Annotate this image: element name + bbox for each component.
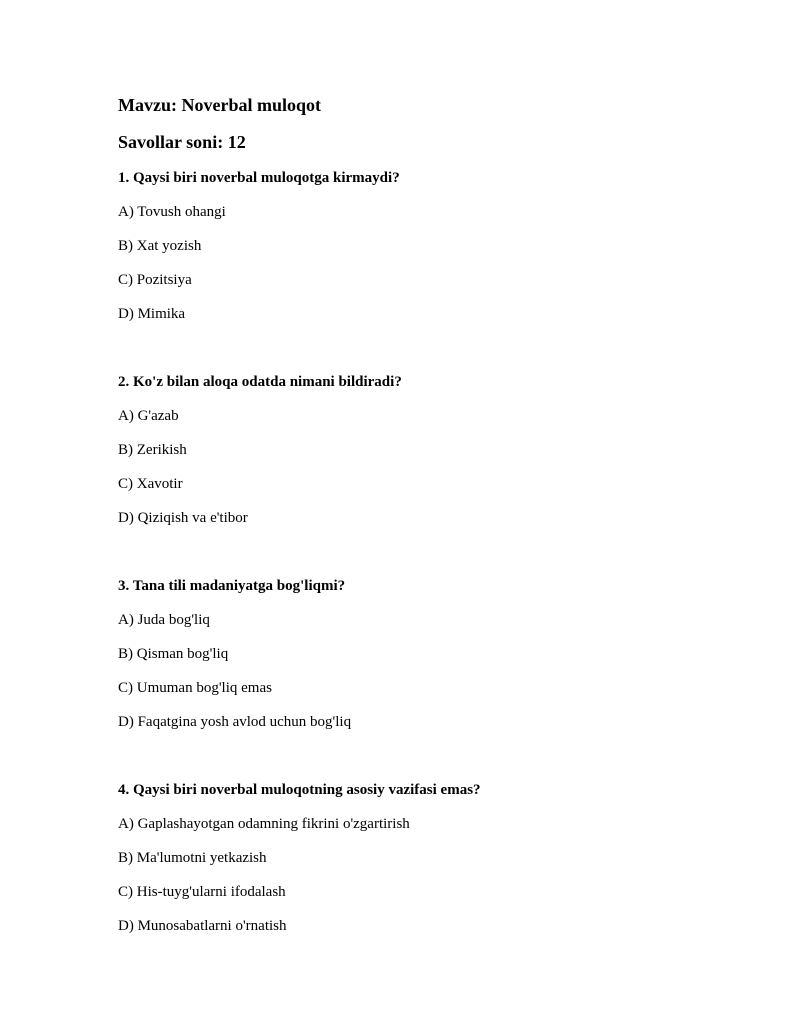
answer-option-a: A) Gaplashayotgan odamning fikrini o'zgartirish [118, 816, 410, 832]
answer-option-d: D) Munosabatlarni o'rnatish [118, 918, 287, 934]
question-count: Savollar soni: 12 [118, 132, 246, 152]
answer-option-b: B) Xat yozish [118, 238, 202, 254]
answer-option-c: C) Pozitsiya [118, 272, 192, 288]
answer-option-b: B) Ma'lumotni yetkazish [118, 850, 267, 866]
document-content [118, 94, 738, 935]
answer-option-b: B) Qisman bog'liq [118, 646, 229, 662]
answer-option-a: A) G'azab [118, 408, 179, 424]
answer-option-d: D) Mimika [118, 306, 186, 322]
answer-option-d: D) Qiziqish va e'tibor [118, 510, 248, 526]
answer-option-c: C) Xavotir [118, 476, 183, 492]
answer-option-c: C) His-tuyg'ularni ifodalash [118, 884, 286, 900]
question-3 [118, 577, 738, 731]
answer-option-d: D) Faqatgina yosh avlod uchun bog'liq [118, 714, 352, 730]
question-text: 2. Ko'z bilan aloqa odatda nimani bildiradi? [118, 374, 402, 390]
question-4 [118, 781, 738, 935]
answer-option-c: C) Umuman bog'liq emas [118, 680, 272, 696]
question-text: 1. Qaysi biri noverbal muloqotga kirmaydi? [118, 170, 400, 186]
question-text: 3. Tana tili madaniyatga bog'liqmi? [118, 578, 346, 594]
answer-option-a: A) Juda bog'liq [118, 612, 210, 628]
question-1 [118, 169, 738, 323]
question-2 [118, 373, 738, 527]
question-text: 4. Qaysi biri noverbal muloqotning asosiy vazifasi emas? [118, 782, 481, 798]
answer-option-a: A) Tovush ohangi [118, 204, 226, 220]
document-title: Mavzu: Noverbal muloqot [118, 95, 321, 115]
answer-option-b: B) Zerikish [118, 442, 187, 458]
